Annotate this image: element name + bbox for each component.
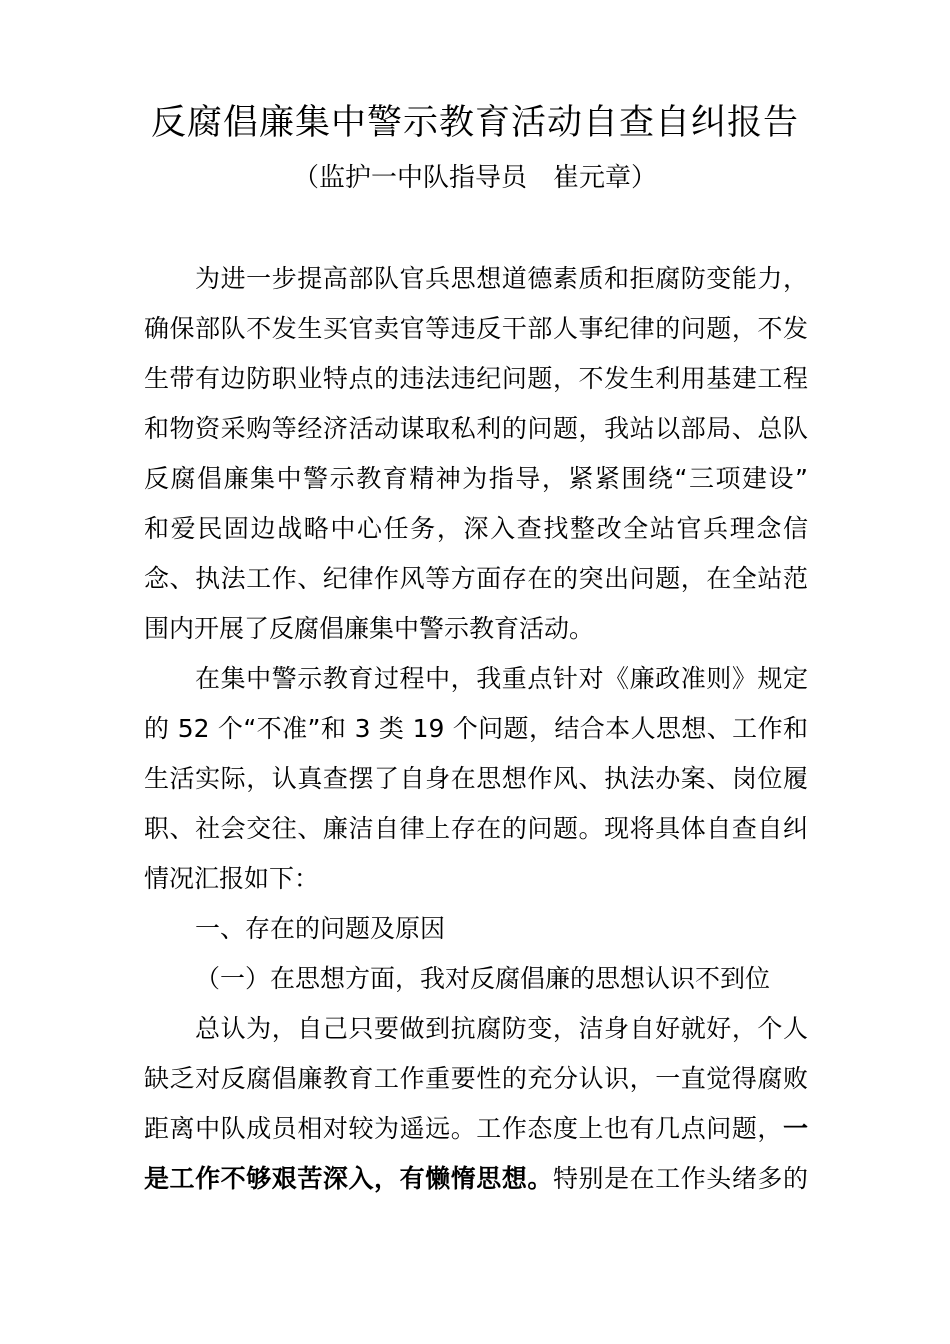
subsection-heading — [144, 954, 808, 1004]
paragraph-line: 生活实际，认真查摆了自身在思想作风、执法办案、岗位履 — [144, 764, 808, 793]
plain-text: 距离中队成员相对较为遥远。工作态度上也有几点问题， — [144, 1114, 783, 1143]
paragraph-line: 在集中警示教育过程中，我重点针对《廉政准则》规定 — [195, 664, 808, 693]
paragraph-line: 情况汇报如下： — [144, 864, 320, 893]
paragraph-intro — [144, 254, 808, 654]
paragraph-line: 为进一步提高部队官兵思想道德素质和拒腐防变能力， — [195, 264, 808, 293]
paragraph-line — [144, 1154, 808, 1204]
paragraph-line — [144, 1104, 808, 1154]
document-body — [144, 254, 808, 1204]
paragraph-review — [144, 654, 808, 904]
paragraph-line: 总认为，自己只要做到抗腐防变，洁身自好就好，个人 — [195, 1014, 808, 1043]
section-heading — [144, 904, 808, 954]
bold-text: 一 — [782, 1114, 808, 1143]
paragraph-line: 念、执法工作、纪律作风等方面存在的突出问题，在全站范 — [144, 564, 808, 593]
document-subtitle: （监护一中队指导员 崔元章） — [292, 163, 657, 193]
paragraph-line: 生带有边防职业特点的违法违纪问题，不发生利用基建工程 — [144, 364, 808, 393]
paragraph-line: 反腐倡廉集中警示教育精神为指导，紧紧围绕“三项建设” — [144, 464, 808, 493]
heading-line: （一）在思想方面，我对反腐倡廉的思想认识不到位 — [195, 964, 771, 993]
paragraph-line: 的 52 个“不准”和 3 类 19 个问题，结合本人思想、工作和 — [144, 714, 808, 743]
heading-line: 一、存在的问题及原因 — [195, 914, 446, 943]
document-title: 反腐倡廉集中警示教育活动自查自纠报告 — [150, 103, 799, 143]
paragraph-line: 职、社会交往、廉洁自律上存在的问题。现将具体自查自纠 — [144, 814, 808, 843]
bold-text: 是工作不够艰苦深入，有懒惰思想。 — [144, 1164, 553, 1193]
paragraph-line: 缺乏对反腐倡廉教育工作重要性的充分认识，一直觉得腐败 — [144, 1064, 808, 1093]
plain-text: 特别是在工作头绪多的 — [552, 1164, 808, 1193]
paragraph-thought — [144, 1004, 808, 1204]
paragraph-line: 和爱民固边战略中心任务，深入查找整改全站官兵理念信 — [144, 514, 808, 543]
paragraph-line: 围内开展了反腐倡廉集中警示教育活动。 — [144, 614, 595, 643]
paragraph-line: 和物资采购等经济活动谋取私利的问题，我站以部局、总队 — [144, 414, 808, 443]
paragraph-line: 确保部队不发生买官卖官等违反干部人事纪律的问题，不发 — [144, 314, 808, 343]
